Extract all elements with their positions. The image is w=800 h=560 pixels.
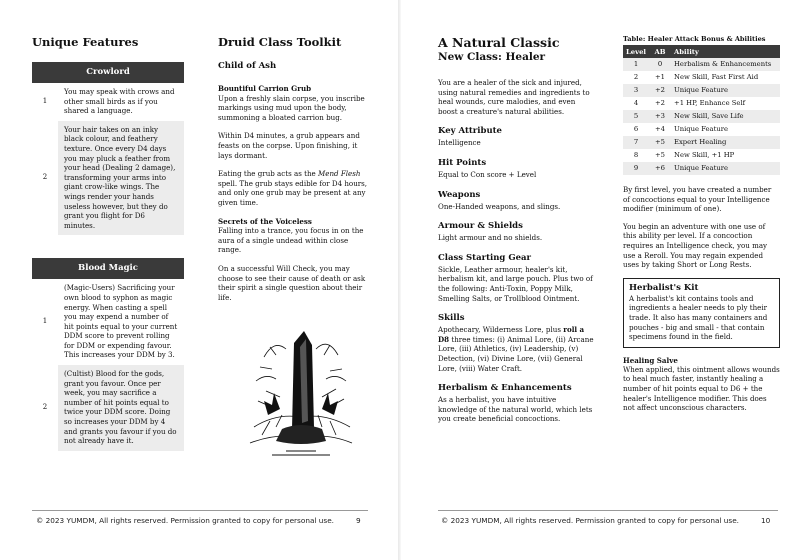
herbalism-text: As a herbalist, you have intuitive knowledge of the natural world, which lets you create beneficial concoctions. [438,395,593,424]
toolkit-subtitle: Child of Ash [218,61,277,71]
cell-ab: +2 [649,84,671,97]
cell-ab: 0 [649,58,671,71]
concoctions-paragraph-1: By first level, you have created a number of concoctions equal to your Intelligence modifier (minimum of one). [623,185,772,214]
concoctions-paragraph-2: You begin an adventure with one use of this ability per level. If a concoction requires an Intelligence check, you may use a Reroll. You may regain expended uses by taking Short or Long Rests. [623,221,768,270]
cell-ab: +3 [649,110,671,123]
table-row [623,149,780,162]
footer-copyright: © 2023 YUMDM, All rights reserved. Permission granted to copy for personal use. [441,516,739,525]
column-header-ab: AB [649,45,671,58]
cell-level: 1 [623,58,649,71]
row-number: 2 [42,403,48,412]
cell-level: 5 [623,110,649,123]
cell-ability: Unique Feature [671,162,780,175]
cell-level: 6 [633,125,639,133]
weapons-text: One-Handed weapons, and slings. [438,201,561,211]
row-number: 1 [42,317,48,326]
table-header-row [623,45,780,58]
cell-ability: New Skill, Save Life [671,110,780,123]
cell-ability: Herbalism & Enhancements [671,58,780,71]
cell-level: 7 [623,136,649,149]
classic-title: A Natural Classic [438,35,560,50]
grub-p3-post: spell. The grub stays edible for D4 hours, and only one grub may be present at any given time. [218,178,368,207]
table-row [623,110,780,123]
row-text: (Magic-Users) Sacrificing your own blood to syphon as magic energy. When casting a spell you may expend a number of hit points equal to your current DDM score to prevent rolling for DDM or expending favour. This increases your DDM by 3. [64,283,178,360]
toolkit-title: Druid Class Toolkit [218,35,342,49]
footer-copyright: © 2023 YUMDM, All rights reserved. Permission granted to copy for personal use. [36,516,334,525]
cell-level: 2 [633,73,639,81]
row-number: 1 [42,97,48,106]
secrets-paragraph-2: On a successful Will Check, you may choose to see their cause of death or ask their spirit a single question about their life. [218,263,366,302]
grub-paragraph-2: Within D4 minutes, a grub appears and feasts on the corpse. Upon finishing, it lays dormant. [218,131,360,160]
cell-ab: +6 [649,162,671,175]
cell-ab: +4 [654,125,666,133]
table-caption: Table: Healer Attack Bonus & Abilities [623,35,766,43]
hit-points-heading: Hit Points [438,157,487,168]
weapons-heading: Weapons [438,189,481,200]
cell-ab: +5 [649,136,671,149]
secrets-heading: Secrets of the Voiceless [218,216,312,226]
mend-flesh-spell: Mend Flesh [318,169,361,179]
table-row [32,83,184,121]
cell-level: 3 [623,84,649,97]
table-row [623,71,780,84]
skills-roll: roll a D8 [438,325,585,344]
row-text: (Cultist) Blood for the gods, grant you favour. Once per week, you may sacrifice a number of hit points equal to twice your DDM score. Doing so increases your DDM by 4 and grants you favour if you do not already have it. [58,365,184,451]
cell-ability: +1 HP, Enhance Self [674,99,746,107]
cell-ability: Unique Feature [674,125,728,133]
cell-ab: +2 [654,99,666,107]
cell-ab: +5 [654,151,666,159]
blood-magic-table [32,279,184,451]
blood-magic-banner: Blood Magic [32,258,184,279]
footer-divider [32,510,368,511]
hit-points-text: Equal to Con score + Level [438,169,537,179]
footer-divider [438,510,778,511]
gear-heading: Class Starting Gear [438,252,531,263]
cell-ability: Unique Feature [671,84,780,97]
column-header-ability: Ability [671,45,780,58]
key-attribute-text: Intelligence [438,138,481,148]
healer-class-column [438,35,596,424]
row-text: Your hair takes on an inky black colour, and feathery texture. Once every D4 days you may pluck a feather from your head (Dealing 2 damage), transforming your arms into giant crow-like wings. The wings render your hands useless however, but they do grant you flight for D6 minutes. [58,121,184,236]
right-page [401,0,800,560]
unique-features-column [32,35,184,451]
healing-salve-text: When applied, this ointment allows wounds to heal much faster, instantly healing a number of hit points equal to D6 + the healer's Intelligence modifier. This does not affect unconscious characters. [623,364,780,413]
healer-intro: You are a healer of the sick and injured, using natural remedies and ingredients to heal wounds, cure malodies, and even boost a creature's natural abilities. [438,78,590,116]
crowlord-banner: Crowlord [32,62,184,83]
skills-heading: Skills [438,313,465,324]
armour-text: Light armour and no shields. [438,233,543,243]
classic-subtitle: New Class: Healer [438,51,546,63]
kit-box-heading: Herbalist's Kit [629,282,699,293]
table-row [32,279,184,365]
page-number: 10 [761,516,771,525]
page-number: 9 [356,516,361,525]
cell-level: 4 [633,99,639,107]
grub-p3-pre: Eating the grub acts as the [218,169,319,179]
grub-heading: Bountiful Carrion Grub [218,84,312,93]
table-row [32,365,184,451]
grub-paragraph-1: Upon a freshly slain corpse, you inscribe markings using mud upon the body, summoning a bloated carrion bug. [218,93,365,122]
skills-post: three times: (i) Animal Lore, (ii) Arcane Lore, (iii) Athletics, (iv) Leadership, (v) Detection, (vi) Divine Lore, (vii) General Lore, (viii) Water Craft. [438,334,594,373]
healer-table-column [623,35,780,421]
table-row [623,58,780,71]
row-number: 2 [42,173,48,182]
armour-heading: Armour & Shields [438,221,523,232]
table-row [623,136,780,149]
key-attribute-heading: Key Attribute [438,126,502,137]
skills-pre: Apothecary, Wilderness Lore, plus [438,325,564,335]
gear-text: Sickle, Leather armour, healer's kit, herbalism kit, and large pouch. Plus two of the following: Anti-Toxin, Poppy Milk, Smelling Salts, or Trollblood Ointment. [438,264,593,303]
cell-ability: New Skill, Fast First Aid [674,73,759,81]
attack-bonus-table [623,45,780,175]
cell-ab: +1 [654,73,666,81]
standing-stone-illustration [246,309,356,459]
cell-level: 9 [623,162,649,175]
secrets-paragraph-1: Falling into a trance, you focus in on the aura of a single undead within close range. [218,226,364,255]
table-row [32,121,184,236]
cell-level: 8 [633,151,639,159]
column-header-level: Level [623,45,649,58]
cell-ability: Expert Healing [671,136,780,149]
herbalists-kit-box [623,278,780,348]
table-row [623,84,780,97]
cell-ability: New Skill, +1 HP [674,151,735,159]
table-row [623,123,780,136]
kit-box-text: A herbalist's kit contains tools and ingredients a healer needs to ply their trade. It also has many containers and pouches - big and small - that contain specimens found in the field. [629,293,768,342]
healing-salve-heading: Healing Salve [623,355,678,365]
grub-paragraph-3 [218,169,368,207]
table-row [623,162,780,175]
row-text: You may speak with crows and other small birds as if you shared a language. [64,87,175,116]
skills-text [438,325,596,373]
herbalism-heading: Herbalism & Enhancements [438,383,572,394]
table-row [623,97,780,110]
druid-toolkit-column [218,35,368,459]
unique-features-title: Unique Features [32,35,139,49]
crowlord-table [32,83,184,235]
